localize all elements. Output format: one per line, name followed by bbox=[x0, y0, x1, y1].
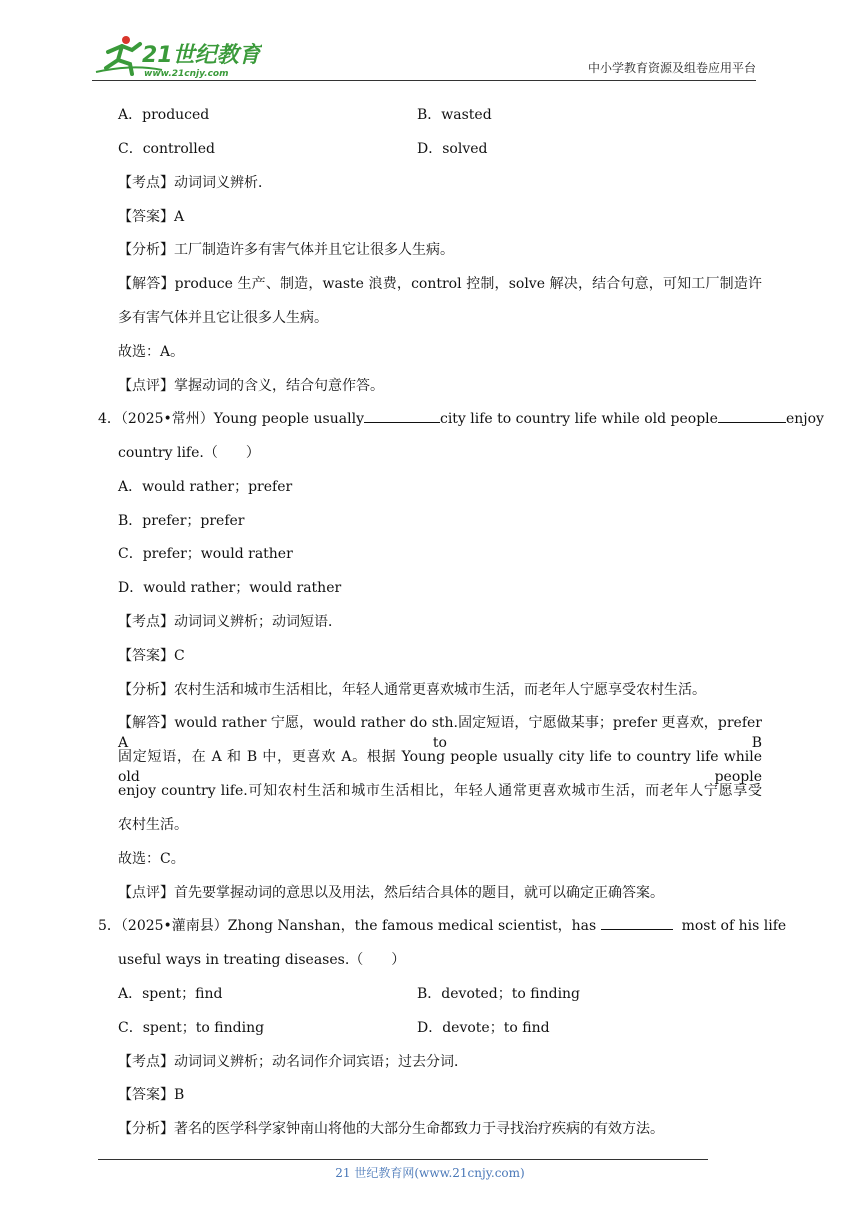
q3-option-a: A．produced bbox=[118, 107, 210, 123]
q4-option-d: D．would rather；would rather bbox=[118, 580, 342, 596]
q3-option-c: C．controlled bbox=[118, 141, 215, 157]
q4-stem-part3: enjoy bbox=[785, 411, 824, 427]
footer-site-link[interactable]: 21 世纪教育网(www.21cnjy.com) bbox=[335, 1166, 525, 1180]
q5-answer: 【答案】B bbox=[118, 1087, 185, 1103]
q4-stem-line2: country life.（ ） bbox=[118, 445, 260, 461]
q4-comment: 【点评】首先要掌握动词的意思以及用法，然后结合具体的题目，就可以确定正确答案。 bbox=[118, 885, 664, 901]
q5-stem-line1 bbox=[98, 916, 786, 936]
q5-blank-1 bbox=[601, 916, 673, 930]
q5-option-c: C．spent；to finding bbox=[118, 1020, 265, 1036]
q3-analysis: 【分析】工厂制造许多有害气体并且它让很多人生病。 bbox=[118, 242, 454, 258]
page-header bbox=[92, 30, 756, 80]
q5-option-b: B．devoted；to finding bbox=[417, 986, 581, 1002]
q4-option-b: B．prefer；prefer bbox=[118, 513, 245, 529]
header-platform-name: 中小学教育资源及组卷应用平台 bbox=[587, 61, 756, 75]
q5-analysis: 【分析】著名的医学科学家钟南山将他的大部分生命都致力于寻找治疗疾病的有效方法。 bbox=[118, 1121, 664, 1137]
q3-solution-line1: 【解答】produce 生产、制造，waste 浪费，control 控制，solve 解决，结合句意，可知工厂制造许 bbox=[118, 276, 762, 292]
q5-option-d: D．devote；to find bbox=[417, 1020, 550, 1036]
logo-text: 21世纪教育 bbox=[142, 43, 261, 68]
q5-stem-part2: most of his life bbox=[681, 918, 787, 934]
q4-choice: 故选：C。 bbox=[118, 851, 185, 867]
q4-solution-line4: 农村生活。 bbox=[118, 817, 188, 833]
q4-option-c: C．prefer；would rather bbox=[118, 546, 293, 562]
q5-stem-part1: 5．（2025•灌南县）Zhong Nanshan，the famous medical scientist，has bbox=[98, 918, 597, 934]
q3-answer: 【答案】A bbox=[118, 209, 185, 225]
logo-url: www.21cnjy.com bbox=[144, 69, 229, 78]
q3-comment: 【点评】掌握动词的含义，结合句意作答。 bbox=[118, 378, 384, 394]
q4-blank-1 bbox=[364, 409, 440, 423]
q3-solution-line2: 多有害气体并且它让很多人生病。 bbox=[118, 310, 328, 326]
q4-analysis: 【分析】农村生活和城市生活相比，年轻人通常更喜欢城市生活，而老年人宁愿享受农村生活。 bbox=[118, 682, 706, 698]
header-divider bbox=[92, 80, 756, 81]
q4-solution-line1: 【解答】would rather 宁愿，would rather do sth.固定短语，宁愿做某事；prefer 更喜欢，prefer A to B bbox=[118, 715, 762, 751]
q3-option-b: B．wasted bbox=[417, 107, 492, 123]
q4-stem-line1 bbox=[98, 409, 824, 429]
footer-divider bbox=[98, 1159, 708, 1160]
q4-stem-part1: 4．（2025•常州）Young people usually bbox=[98, 411, 364, 427]
q4-kaodian: 【考点】动词词义辨析；动词短语． bbox=[118, 614, 342, 630]
q4-stem-part2: city life to country life while old people bbox=[439, 411, 718, 427]
q4-option-a: A．would rather；prefer bbox=[118, 479, 293, 495]
q3-kaodian: 【考点】动词词义辨析． bbox=[118, 175, 272, 191]
q4-solution-line3: enjoy country life.可知农村生活和城市生活相比，年轻人通常更喜欢城市生活，而老年人宁愿享受 bbox=[118, 783, 762, 799]
logo-21cnjy bbox=[92, 34, 262, 78]
q3-option-d: D．solved bbox=[417, 141, 488, 157]
q3-choice: 故选：A。 bbox=[118, 344, 185, 360]
q5-kaodian: 【考点】动词词义辨析；动名词作介词宾语；过去分词． bbox=[118, 1054, 468, 1070]
q4-answer: 【答案】C bbox=[118, 648, 185, 664]
q5-stem-line2: useful ways in treating diseases.（ ） bbox=[118, 952, 406, 968]
q4-blank-2 bbox=[718, 409, 786, 423]
q4-solution-line2: 固定短语，在 A 和 B 中，更喜欢 A。根据 Young people usually city life to country life while old people bbox=[118, 749, 762, 785]
q5-option-a: A．spent；find bbox=[118, 986, 223, 1002]
